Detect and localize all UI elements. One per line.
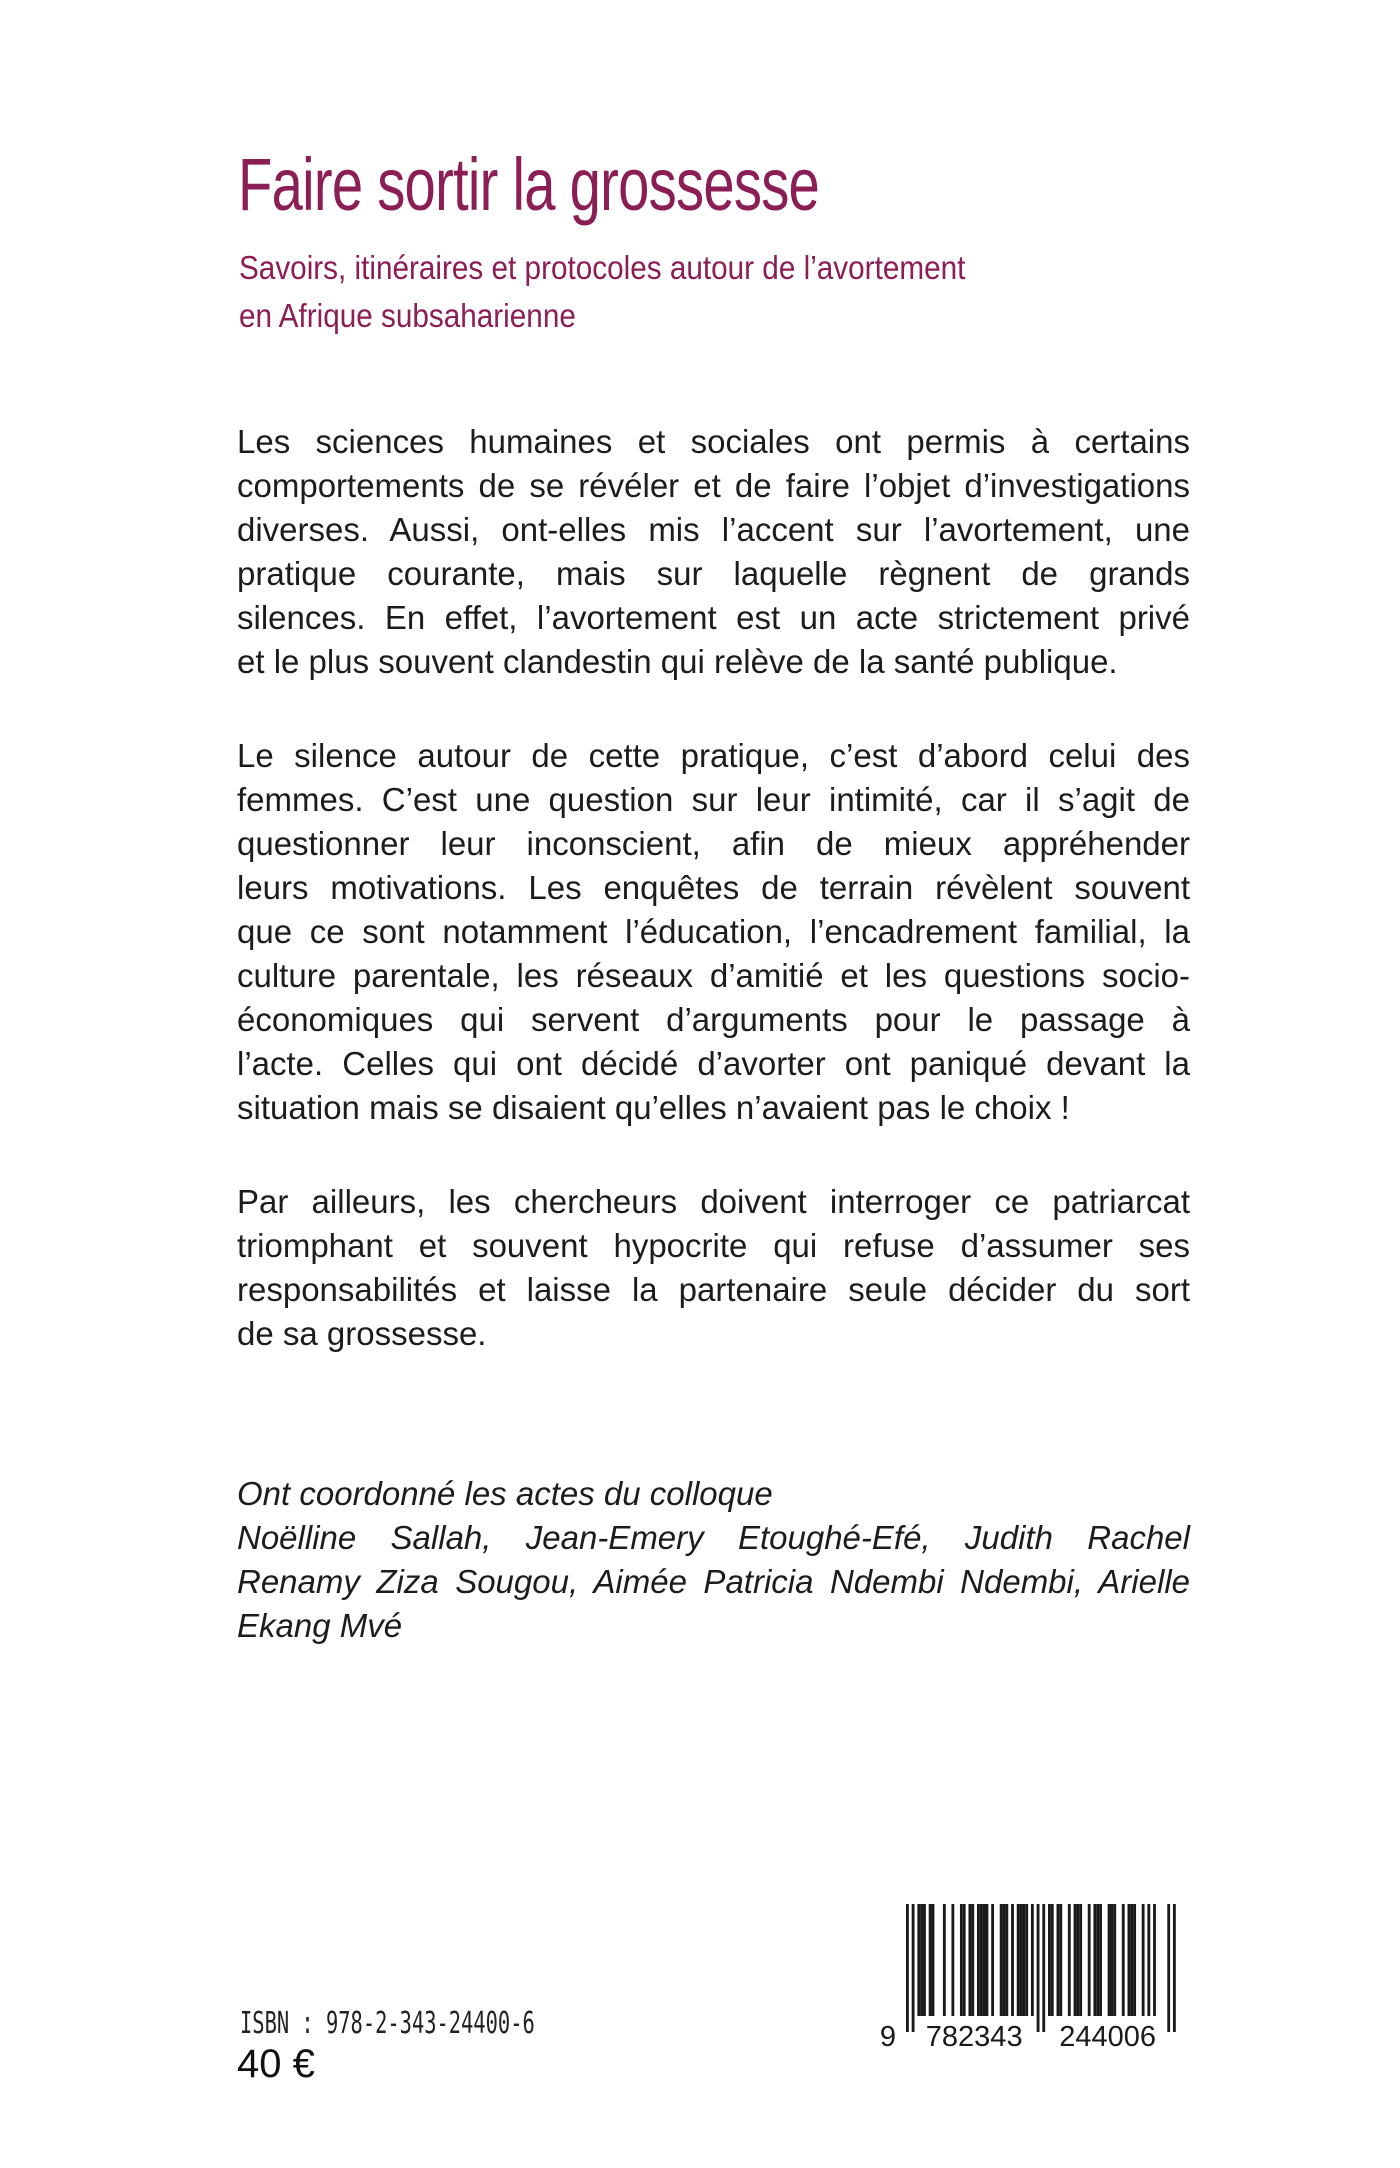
blurb-line: femmes. C’est une question sur leur intimité, car il s’agit de: [237, 781, 1190, 818]
credits-names-line: Ekang Mvé: [237, 1607, 403, 1644]
credits-names-line: Noëlline Sallah, Jean-Emery Etoughé-Efé, Judith Rachel: [237, 1519, 1190, 1556]
barcode-digits-group1: 782343: [925, 2021, 1023, 2053]
blurb-line: leurs motivations. Les enquêtes de terrain révèlent souvent: [237, 869, 1190, 906]
blurb-line: responsabilités et laisse la partenaire seule décider du sort: [237, 1271, 1190, 1308]
blurb-paragraph: [237, 420, 1190, 684]
blurb-line: questionner leur inconscient, afin de mieux appréhender: [237, 825, 1190, 862]
blurb-line: l’acte. Celles qui ont décidé d’avorter ont paniqué devant la: [237, 1045, 1190, 1082]
blurb: [237, 420, 1190, 1356]
price-text: 40 €: [237, 2042, 315, 2086]
barcode-digit-left: 9: [879, 2021, 897, 2053]
blurb-line: Par ailleurs, les chercheurs doivent interroger ce patriarcat: [237, 1183, 1190, 1220]
blurb-line: que ce sont notamment l’éducation, l’encadrement familial, la: [237, 913, 1190, 950]
isbn-text: ISBN : 978-2-343-24400-6: [240, 2006, 535, 2041]
book-title: Faire sortir la grossesse: [238, 143, 820, 226]
blurb-line: de sa grossesse.: [237, 1315, 487, 1352]
blurb-paragraph: [237, 1180, 1190, 1356]
blurb-line: Le silence autour de cette pratique, c’est d’abord celui des: [237, 737, 1190, 774]
blurb-line: diverses. Aussi, ont-elles mis l’accent sur l’avortement, une: [237, 511, 1190, 548]
barcode-digits-group2: 244006: [1059, 2021, 1156, 2053]
blurb-line: pratique courante, mais sur laquelle règnent de grands: [237, 555, 1190, 592]
blurb-line: culture parentale, les réseaux d’amitié et les questions socio-: [237, 957, 1190, 994]
blurb-line: silences. En effet, l’avortement est un acte strictement privé: [237, 599, 1190, 636]
credits-names: [237, 1516, 1190, 1648]
blurb-line: comportements de se révéler et de faire l’objet d’investigations: [237, 467, 1190, 504]
credits-heading: Ont coordonné les actes du colloque: [237, 1475, 773, 1512]
credits-names-line: Renamy Ziza Sougou, Aimée Patricia Ndembi Ndembi, Arielle: [237, 1563, 1190, 1600]
blurb-line: et le plus souvent clandestin qui relève de la santé publique.: [237, 643, 1118, 680]
blurb-line: situation mais se disaient qu’elles n’avaient pas le choix !: [237, 1089, 1070, 1126]
book-subtitle-line: en Afrique subsaharienne: [239, 297, 576, 334]
blurb-line: Les sciences humaines et sociales ont permis à certains: [237, 423, 1190, 460]
ean13-barcode: [872, 1904, 1182, 2054]
blurb-line: triomphant et souvent hypocrite qui refuse d’assumer ses: [237, 1227, 1190, 1264]
book-subtitle-line: Savoirs, itinéraires et protocoles autour de l’avortement: [239, 249, 966, 286]
book-subtitle: [239, 244, 965, 340]
credits-block: [237, 1472, 1190, 1648]
blurb-line: économiques qui servent d’arguments pour le passage à: [237, 1001, 1190, 1038]
blurb-paragraph: [237, 734, 1190, 1130]
